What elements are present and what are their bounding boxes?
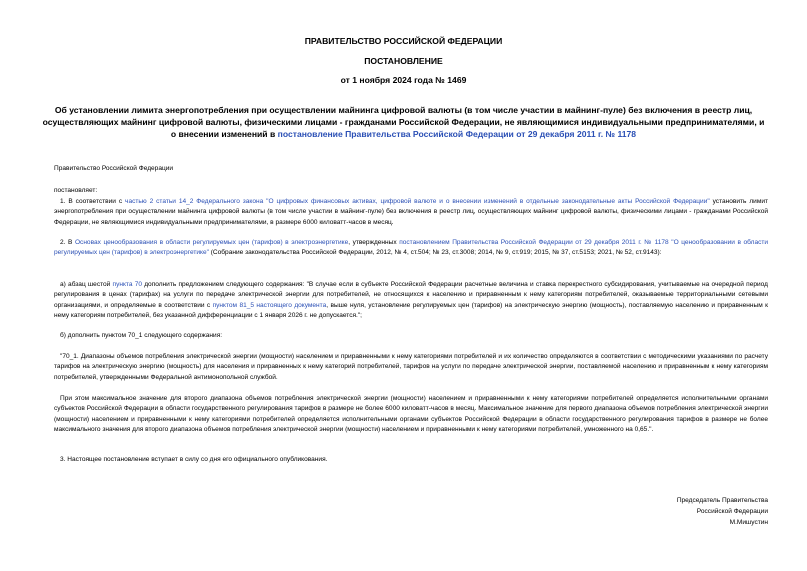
p2-text-pre: 2. В (60, 239, 75, 246)
signature-country: Российской Федерации (696, 508, 768, 515)
p1-text-pre: 1. В соответствии с (60, 198, 126, 205)
p2-basics-link[interactable]: Основах ценообразования в области регулируемых цен (тарифов) в электроэнергетике (74, 239, 349, 246)
issuer-line: Правительство Российской Федерации (54, 165, 174, 172)
pa-point70-link[interactable]: пункта 70 (112, 281, 142, 288)
document-title (40, 104, 767, 140)
signature-name: М.Мишустин (729, 519, 768, 526)
paragraph-a (54, 280, 768, 322)
government-header: ПРАВИТЕЛЬСТВО РОССИЙСКОЙ ФЕДЕРАЦИИ (304, 36, 503, 46)
paragraph-b: б) дополнить пунктом 70_1 следующего содержания: (60, 332, 223, 339)
quote-paragraph-2: При этом максимальное значение для второго диапазона объемов потребления электрической энергии (мощности) населением и приравненными к нему категориями потребителей определяется исполнительными органами субъектов Российской Федерации в области государственного регулирования тарифов в размере не более 6000 киловатт-часов в месяц. Максимальное значение для первого диапазона объемов потребления электрической энергии (мощности) населением и приравненными к нему категориями потребителей определяется исполнительными органами субъектов Российской Федерации в области государственного регулирования тарифов в размере не более максимального значения для второго диапазона объемов потребления электрической энергии (мощности) населением и приравненными к нему категориями потребителей, умноженного на 0,65.". (54, 395, 768, 434)
title-text: Об установлении лимита энергопотребления при осуществлении майнинга цифровой валюты (в том числе участии в майнинг-пуле) без включения в реестр лиц, осуществляющих майнинг цифровой валюты, физическими лицами - гражданами Российской Федерации, не являющимися индивидуальными предпринимателями, и о внесении изменений в (42, 105, 765, 139)
pa-point81-link[interactable]: пунктом 81_5 настоящего документа (212, 301, 327, 309)
paragraph-3: 3. Настоящее постановление вступает в силу со дня его официального опубликования. (60, 456, 328, 463)
signature-title: Председатель Правительства (676, 497, 768, 504)
p2-resolution-link[interactable]: постановлением Правительства Российской Федерации от 29 декабря 2011 г. № 1178 "О ценообразовании в области регулируемых цен (тарифов) в электроэнергетике" (54, 239, 769, 257)
p1-text-post: установить лимит энергопотребления при осуществлении майнинга цифровой валюты (в том числе участии в майнинг-пуле) без включения в реестр лиц, осуществляющих майнинг цифровой валюты, физическими лицами - гражданами Российской Федерации, не являющимися индивидуальными предпринимателями, в размере 6000 киловатт-часов в месяц. (54, 198, 768, 226)
pa-text-pre: а) абзац шестой (60, 281, 113, 288)
p2-text-post: (Собрание законодательства Российской Федерации, 2012, № 4, ст.504; № 23, ст.3008; 2014, № 9, ст.919; 2015, № 37, ст.5153; 2021, № 52, ст.9143): (208, 249, 662, 257)
paragraph-1 (54, 197, 768, 228)
pa-text-post: , выше нуля, установление регулируемых цен (тарифов) на электрическую энергию (мощность), поставляемую населению и приравненным к нему категориям потребителей, без указанной дифференциации с 1 января 2026 г. не допускается."; (54, 301, 769, 320)
p2-text-mid: , утвержденных (348, 239, 400, 246)
document-date-number: от 1 ноября 2024 года № 1469 (340, 75, 467, 85)
paragraph-2 (54, 238, 768, 259)
title-link[interactable]: постановление Правительства Российской Федерации от 29 декабря 2011 г. № 1178 (277, 129, 637, 139)
quote-paragraph-1: "70_1. Диапазоны объемов потребления электрической энергии (мощности) населением и приравненными к нему категориями потребителей и их количество определяются в соответствии с методическими указаниями по расчету тарифов на электрическую энергию (мощность) для населения и приравненных к нему категорий потребителей, тарифов на услуги по передаче электрической энергии, поставляемой населению и приравненным к нему категориям потребителей, утвержденными Федеральной антимонопольной службой. (54, 353, 768, 381)
document-type: ПОСТАНОВЛЕНИЕ (364, 56, 443, 66)
pa-text-mid: дополнить предложением следующего содержания: "В случае если в субъекте Российской Федерации расчетные величина и ставка перекрестного субсидирования, учитываемые на очередной период регулирования в ценах (тарифах) на услуги по передаче электрической энергии для потребителей, не относящихся к населению и приравненным к нему категориям потребителей, оказываемые территориальными сетевыми организациями, и определяемые в соответствии с (54, 281, 768, 309)
decree-line: постановляет: (54, 187, 98, 194)
p1-law-link[interactable]: частью 2 статьи 14_2 Федерального закона "О цифровых финансовых активах, цифровой валюте и о внесении изменений в отдельные законодательные акты Российской Федерации" (125, 198, 710, 205)
